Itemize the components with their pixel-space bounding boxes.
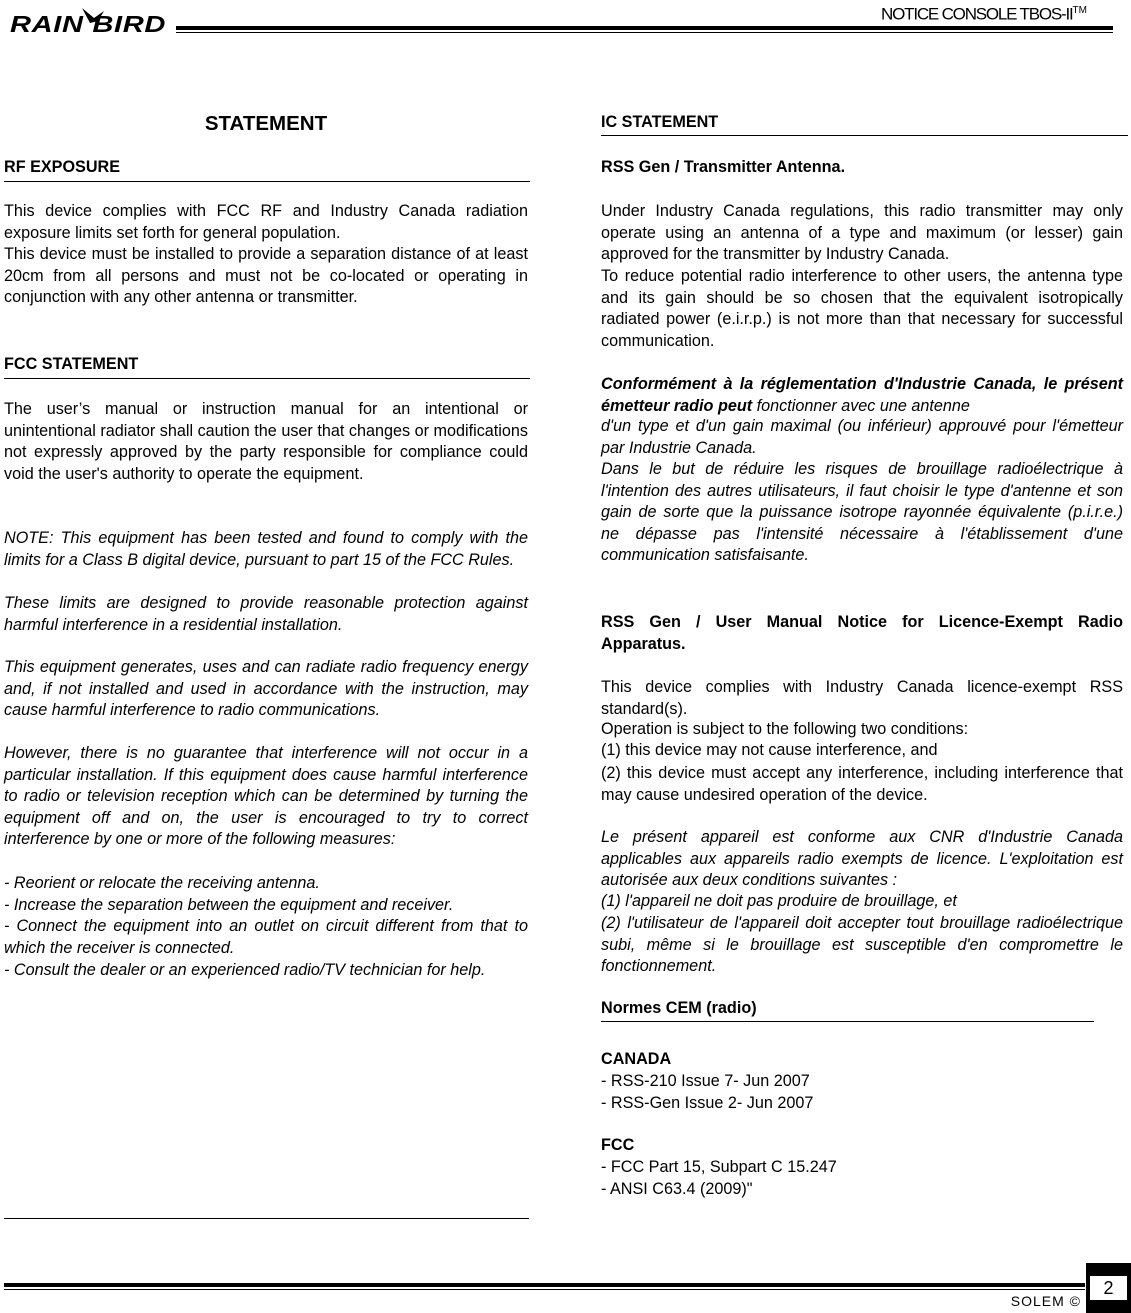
fcc-item-1: - FCC Part 15, Subpart C 15.247 [601,1158,837,1176]
rf-exposure-heading: RF EXPOSURE [4,158,121,176]
measure-3: - Connect the equipment into an outlet on circuit different from that to which the receiver is connected. [4,917,528,957]
measure-1: - Reorient or relocate the receiving antenna. [4,874,320,892]
rss-manual-heading: RSS Gen / User Manual Notice for Licence-Exempt Radio Apparatus. [601,613,1123,653]
french-manual-paragraph-1: Le présent appareil est conforme aux CNR d'Industrie Canada applicables aux appareils radio exempts de licence. L'exploitation est autorisée aux deux conditions suivantes : [601,828,1123,889]
fcc-item-2: - ANSI C63.4 (2009)" [601,1180,753,1198]
manual-paragraph-2: Operation is subject to the following two conditions: [601,720,969,738]
rss-antenna-heading: RSS Gen / Transmitter Antenna. [601,158,846,176]
french-antenna-paragraph-3: Dans le but de réduire les risques de brouillage radioélectrique à l'intention des autres utilisateurs, il faut choisir le type d'antenne et son gain de sorte que la puissance isotrope rayonnée équivalente (p.i.r.e.) ne dépasse pas l'intensité nécessaire à l'établissement d'une communication satisfaisante. [601,460,1123,564]
normes-cem-heading: Normes CEM (radio) [601,999,757,1017]
ic-statement-heading: IC STATEMENT [601,113,719,131]
section-rule [601,1021,1094,1022]
equipment-paragraph-1: This equipment generates, uses and can radiate radio frequency energy and, if not installed and used in accordance with the instruction, may cause harmful interference to radio communications. [4,658,528,719]
footer-rule [4,1283,1085,1287]
french-manual-paragraph-3: (2) l'utilisateur de l'appareil doit accepter tout brouillage radioélectrique subi, même si le brouillage est susceptible d'en compromettre le fonctionnement. [601,914,1123,975]
footer-rule-thin [4,1289,1085,1290]
rf-paragraph-2: This device must be installed to provide a separation distance of at least 20cm from all persons and must not be co-located or operating in conjunction with any other antenna or transmitter. [4,245,528,306]
page-number: 2 [1090,1276,1127,1300]
fcc-standards-heading: FCC [601,1136,635,1154]
header-rule [176,26,1113,30]
canada-item-2: - RSS-Gen Issue 2- Jun 2007 [601,1094,814,1112]
section-rule [601,135,1128,136]
french-antenna-paragraph-2: d'un type et d'un gain maximal (ou inférieur) approuvé pour l'émetteur par Industrie Canada. [601,417,1123,457]
statement-title: STATEMENT [204,112,328,135]
manual-paragraph-4: (2) this device must accept any interference, including interference that may cause undesired operation of the device. [601,764,1123,804]
measure-2: - Increase the separation between the equipment and receiver. [4,896,454,914]
antenna-paragraph-2: To reduce potential radio interference to other users, the antenna type and its gain should be so chosen that the equivalent isotropically radiated power (e.i.r.p.) is not more than that necessary for successful communication. [601,267,1123,350]
document-title: NOTICE CONSOLE TBOS-II™ [881,4,1087,24]
manual-paragraph-1: This device complies with Industry Canada licence-exempt RSS standard(s). [601,678,1123,718]
section-rule [4,378,530,379]
canada-heading: CANADA [601,1050,672,1068]
left-column-end-rule [4,1218,529,1219]
note-paragraph-2: These limits are designed to provide reasonable protection against harmful interference in a residential installation. [4,594,528,634]
equipment-paragraph-2: However, there is no guarantee that interference will not occur in a particular installation. If this equipment does cause harmful interference to radio or television reception which can be determined by turning the equipment off and on, the user is encouraged to try to correct interference by one or more of the following measures: [4,744,528,848]
french-manual-paragraph-2: (1) l'appareil ne doit pas produire de brouillage, et [601,892,957,910]
rain-bird-logo [8,5,170,37]
antenna-paragraph-1: Under Industry Canada regulations, this radio transmitter may only operate using an antenna of a type and maximum (or lesser) gain approved for the transmitter by Industry Canada. [601,202,1123,263]
french-antenna-paragraph-1: Conformément à la réglementation d'Industrie Canada, le présent émetteur radio peut fonctionner avec une antenne [601,375,1123,415]
footer-brand: SOLEM © [1010,1293,1081,1309]
rf-paragraph-1: This device complies with FCC RF and Industry Canada radiation exposure limits set forth for general population. [4,202,528,242]
note-paragraph-1: NOTE: This equipment has been tested and found to comply with the limits for a Class B digital device, pursuant to part 15 of the FCC Rules. [4,529,528,569]
logo-text: RAIN BIRD [10,11,166,37]
section-rule [4,181,530,182]
canada-item-1: - RSS-210 Issue 7- Jun 2007 [601,1072,810,1090]
manual-paragraph-3: (1) this device may not cause interference, and [601,741,938,759]
fcc-paragraph: The user’s manual or instruction manual for an intentional or unintentional radiator shall caution the user that changes or modifications not expressly approved by the party responsible for compliance could void the user's authority to operate the equipment. [4,400,528,483]
header-rule-thin [176,32,1113,33]
measure-4: - Consult the dealer or an experienced radio/TV technician for help. [4,961,486,979]
fcc-statement-heading: FCC STATEMENT [4,355,139,373]
